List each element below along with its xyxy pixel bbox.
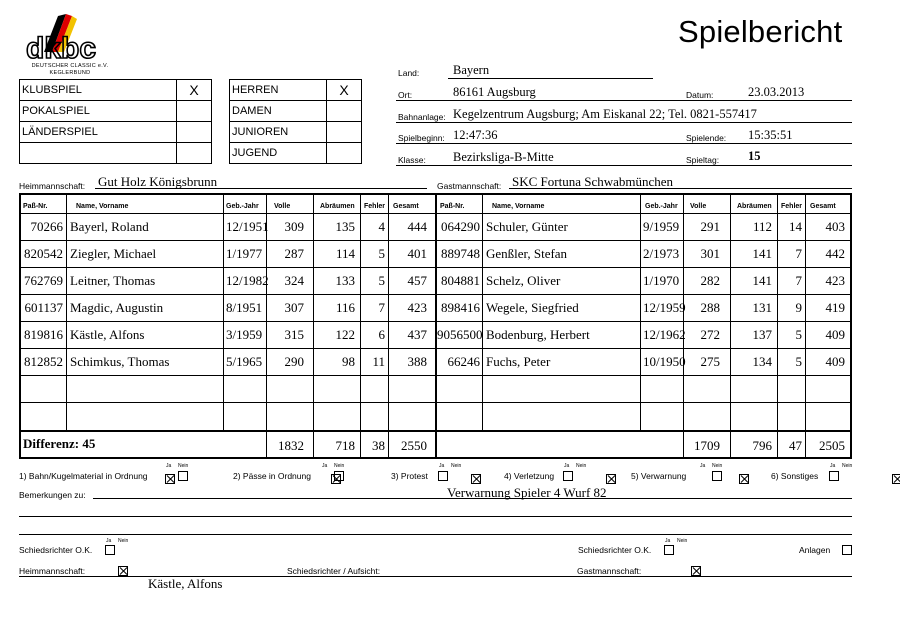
ort-value: 86161 Augsburg	[453, 85, 536, 99]
ort-label: Ort:	[398, 90, 413, 100]
col-header-gesamt: Gesamt	[393, 203, 419, 210]
guest-player-fehler: 5	[795, 354, 802, 369]
col-header-volle: Volle	[274, 203, 291, 210]
logo-letters: dkbc	[26, 32, 97, 64]
check-nein-checkbox[interactable]	[606, 474, 616, 484]
check-nein-checkbox[interactable]	[178, 471, 188, 481]
bahnanlage-label: Bahnanlage:	[398, 112, 446, 122]
home-player-pass: 601137	[24, 300, 63, 315]
check-label: 5) Verwarnung	[631, 471, 687, 481]
home-player-abr: 133	[335, 273, 355, 288]
home-player-volle: 315	[284, 327, 304, 342]
home-player-geb: 3/1959	[226, 327, 263, 342]
home-player-geb: 12/1982	[226, 273, 269, 288]
category-label: JUNIOREN	[230, 122, 327, 143]
bahnanlage-value: Kegelzentrum Augsburg; Am Eiskanal 22; Tel. 0821-557417	[453, 107, 757, 121]
home-player-pass: 762769	[24, 273, 63, 288]
match-type-mark[interactable]	[177, 143, 212, 164]
home-team-line	[95, 188, 427, 189]
check-ja-label: Ja	[439, 463, 445, 469]
referee-left-ja-label: Ja	[106, 538, 112, 544]
remarks-text: Verwarnung Spieler 4 Wurf 82	[447, 485, 607, 500]
logo-graphic	[22, 14, 118, 64]
remarks-label: Bemerkungen zu:	[19, 490, 86, 500]
guest-player-gesamt: 442	[825, 246, 845, 261]
guest-player-gesamt: 423	[825, 273, 845, 288]
check-label: 6) Sonstiges	[771, 471, 819, 481]
home-player-abr: 135	[335, 219, 355, 234]
grid-col-line	[388, 194, 389, 458]
home-player-volle: 307	[284, 300, 304, 315]
category-table	[229, 79, 362, 164]
check-ja-label: Ja	[564, 463, 570, 469]
guest-team-line	[509, 188, 852, 189]
home-player-volle: 324	[284, 273, 304, 288]
referee-right-ja-label: Ja	[665, 538, 671, 544]
guest-team-name: SKC Fortuna Schwabmünchen	[512, 174, 674, 189]
anlagen-checkbox[interactable]	[842, 545, 852, 555]
home-total-fehler: 38	[372, 438, 385, 453]
sign-guest-label: Gastmannschaft:	[577, 566, 642, 576]
guest-player-pass: 064290	[441, 219, 480, 234]
guest-player-pass: 66246	[447, 354, 480, 369]
home-player-gesamt: 444	[407, 219, 427, 234]
home-player-geb: 1/1977	[226, 246, 263, 261]
beginn-line	[396, 143, 852, 144]
grid-col-line	[66, 194, 67, 430]
guest-total-abr: 796	[752, 438, 772, 453]
home-player-volle: 309	[284, 219, 304, 234]
guest-player-abr: 141	[752, 246, 772, 261]
guest-player-abr: 141	[752, 273, 772, 288]
guest-player-geb: 10/1950	[643, 354, 686, 369]
check-nein-checkbox[interactable]	[334, 471, 344, 481]
check-nein-checkbox[interactable]	[712, 471, 722, 481]
home-player-fehler: 5	[378, 273, 385, 288]
home-player-abr: 98	[342, 354, 355, 369]
guest-player-pass: 804881	[441, 273, 480, 288]
match-type-label: POKALSPIEL	[20, 101, 177, 122]
check-ja-label: Ja	[166, 463, 172, 469]
guest-player-abr: 131	[752, 300, 772, 315]
col-header-name: Name, Vorname	[76, 203, 129, 210]
col-header-abr: Abräumen	[320, 203, 355, 210]
referee-left-nein-checkbox[interactable]	[118, 566, 128, 576]
check-ja-checkbox[interactable]	[829, 471, 839, 481]
match-type-table	[19, 79, 212, 164]
guest-player-abr: 137	[752, 327, 772, 342]
grid-col-line	[223, 194, 224, 430]
col-header-abr: Abräumen	[737, 203, 772, 210]
guest-player-volle: 301	[700, 246, 720, 261]
referee-right-nein-label: Nein	[677, 538, 688, 544]
match-type-label: KLUBSPIEL	[20, 80, 177, 101]
remarks-line-1	[93, 498, 852, 499]
check-nein-checkbox[interactable]	[892, 474, 900, 484]
home-player-fehler: 7	[378, 300, 385, 315]
guest-team-label: Gastmannschaft:	[437, 181, 502, 191]
match-type-mark[interactable]	[177, 101, 212, 122]
guest-player-fehler: 14	[789, 219, 802, 234]
category-mark[interactable]: X	[327, 80, 362, 101]
guest-player-geb: 12/1959	[643, 300, 686, 315]
category-label: HERREN	[230, 80, 327, 101]
check-nein-label: Nein	[451, 463, 462, 469]
datum-label: Datum:	[686, 90, 714, 100]
home-player-fehler: 11	[372, 354, 385, 369]
home-player-name: Leitner, Thomas	[70, 273, 156, 288]
guest-total-fehler: 47	[789, 438, 802, 453]
check-ja-checkbox[interactable]	[165, 474, 175, 484]
grid-col-line	[313, 194, 314, 458]
home-player-gesamt: 423	[407, 300, 427, 315]
guest-player-volle: 291	[700, 219, 720, 234]
check-ja-checkbox[interactable]	[563, 471, 573, 481]
category-label: JUGEND	[230, 143, 327, 164]
home-player-fehler: 6	[378, 327, 385, 342]
guest-player-pass: 889748	[441, 246, 480, 261]
remarks-line-3	[19, 534, 852, 535]
check-ja-label: Ja	[830, 463, 836, 469]
home-player-fehler: 5	[378, 246, 385, 261]
match-type-mark[interactable]	[177, 122, 212, 143]
guest-player-fehler: 9	[795, 300, 802, 315]
col-header-pass: Paß-Nr.	[440, 203, 465, 210]
land-label: Land:	[398, 68, 420, 78]
guest-player-volle: 282	[700, 273, 720, 288]
check-ja-label: Ja	[322, 463, 328, 469]
check-nein-label: Nein	[712, 463, 723, 469]
guest-player-fehler: 7	[795, 246, 802, 261]
guest-player-pass: 898416	[441, 300, 480, 315]
page-title: Spielbericht	[678, 14, 843, 49]
home-player-gesamt: 437	[407, 327, 427, 342]
referee-right-ja-checkbox[interactable]	[664, 545, 674, 555]
dkbc-logo	[22, 14, 118, 78]
spieltag-label: Spieltag:	[686, 155, 720, 165]
ort-line	[396, 100, 852, 101]
guest-player-volle: 272	[700, 327, 720, 342]
klasse-value: Bezirksliga-B-Mitte	[453, 150, 554, 164]
referee-right-nein-checkbox[interactable]	[691, 566, 701, 576]
home-player-pass: 820542	[24, 246, 63, 261]
klasse-label: Klasse:	[398, 155, 426, 165]
col-header-geb: Geb.-Jahr	[226, 203, 259, 210]
check-label: 1) Bahn/Kugelmaterial in Ordnung	[19, 471, 148, 481]
beginn-value: 12:47:36	[453, 128, 498, 142]
home-player-geb: 8/1951	[226, 300, 263, 315]
guest-player-geb: 12/1962	[643, 327, 686, 342]
home-total-abr: 718	[335, 438, 355, 453]
check-nein-label: Nein	[842, 463, 853, 469]
grid-col-line	[730, 194, 731, 458]
klasse-line	[396, 165, 852, 166]
match-type-label: LÄNDERSPIEL	[20, 122, 177, 143]
guest-player-name: Genßler, Stefan	[486, 246, 568, 261]
sign-home-name: Kästle, Alfons	[148, 576, 223, 591]
home-player-abr: 116	[335, 300, 355, 315]
referee-left-nein-label: Nein	[118, 538, 129, 544]
sign-referee-label: Schiedsrichter / Aufsicht:	[287, 566, 381, 576]
match-type-label	[20, 143, 177, 164]
home-player-geb: 12/1951	[226, 219, 269, 234]
check-label: 4) Verletzung	[504, 471, 555, 481]
guest-player-fehler: 5	[795, 327, 802, 342]
guest-player-name: Schelz, Oliver	[486, 273, 561, 288]
guest-player-gesamt: 409	[825, 327, 845, 342]
home-player-volle: 287	[284, 246, 304, 261]
guest-player-pass: 9056500	[437, 327, 483, 342]
check-nein-label: Nein	[576, 463, 587, 469]
home-player-pass: 812852	[24, 354, 63, 369]
col-header-gesamt: Gesamt	[810, 203, 836, 210]
home-player-abr: 122	[335, 327, 355, 342]
land-value: Bayern	[453, 63, 490, 77]
beginn-label: Spielbeginn:	[398, 133, 445, 143]
logo-line2: KEGLERBUND	[49, 70, 91, 76]
category-label: DAMEN	[230, 101, 327, 122]
home-player-fehler: 4	[378, 219, 385, 234]
ende-value: 15:35:51	[748, 128, 793, 142]
guest-player-name: Wegele, Siegfried	[486, 300, 579, 315]
sign-home-label: Heimmannschaft:	[19, 566, 86, 576]
match-type-mark[interactable]: X	[177, 80, 212, 101]
col-header-geb: Geb.-Jahr	[645, 203, 678, 210]
remarks-line-2	[19, 516, 852, 517]
guest-player-name: Fuchs, Peter	[486, 354, 551, 369]
referee-ok-right-label: Schiedsrichter O.K.	[578, 545, 652, 555]
difference-label: Differenz: 45	[23, 436, 96, 451]
check-nein-label: Nein	[178, 463, 189, 469]
bahnanlage-line	[396, 122, 852, 123]
guest-player-abr: 112	[752, 219, 772, 234]
guest-player-gesamt: 419	[825, 300, 845, 315]
datum-value: 23.03.2013	[748, 85, 805, 99]
ende-label: Spielende:	[686, 133, 727, 143]
check-ja-checkbox[interactable]	[739, 474, 749, 484]
guest-player-volle: 288	[700, 300, 720, 315]
check-nein-checkbox[interactable]	[471, 474, 481, 484]
sign-line	[19, 576, 852, 577]
home-total-gesamt: 2550	[401, 438, 427, 453]
col-header-name: Name, Vorname	[492, 203, 545, 210]
guest-player-name: Schuler, Günter	[486, 219, 568, 234]
spieltag-value: 15	[748, 149, 761, 163]
category-mark[interactable]	[327, 101, 362, 122]
home-player-name: Ziegler, Michael	[70, 246, 157, 261]
check-nein-label: Nein	[334, 463, 345, 469]
guest-player-name: Bodenburg, Herbert	[486, 327, 590, 342]
guest-player-volle: 275	[700, 354, 720, 369]
grid-col-line	[805, 194, 806, 458]
home-player-name: Bayerl, Roland	[70, 219, 149, 234]
home-player-name: Magdic, Augustin	[70, 300, 164, 315]
home-team-label: Heimmannschaft:	[19, 181, 86, 191]
logo-line1: DEUTSCHER CLASSIC e.V.	[31, 63, 109, 69]
referee-ok-left-label: Schiedsrichter O.K.	[19, 545, 93, 555]
col-header-volle: Volle	[690, 203, 707, 210]
check-ja-label: Ja	[700, 463, 706, 469]
home-player-gesamt: 388	[407, 354, 427, 369]
guest-player-abr: 134	[752, 354, 772, 369]
col-header-fehler: Fehler	[781, 203, 803, 210]
guest-player-geb: 9/1959	[643, 219, 680, 234]
guest-player-fehler: 7	[795, 273, 802, 288]
category-mark[interactable]	[327, 122, 362, 143]
home-player-name: Schimkus, Thomas	[70, 354, 170, 369]
guest-total-gesamt: 2505	[819, 438, 845, 453]
home-player-pass: 70266	[30, 219, 63, 234]
home-player-volle: 290	[284, 354, 304, 369]
category-mark[interactable]	[327, 143, 362, 164]
anlagen-label: Anlagen	[799, 545, 831, 555]
guest-player-geb: 2/1973	[643, 246, 680, 261]
grid-col-line	[482, 194, 483, 430]
col-header-pass: Paß-Nr.	[23, 203, 48, 210]
check-label: 2) Pässe in Ordnung	[233, 471, 311, 481]
guest-total-volle: 1709	[694, 438, 720, 453]
check-ja-checkbox[interactable]	[438, 471, 448, 481]
home-player-geb: 5/1965	[226, 354, 263, 369]
home-total-volle: 1832	[278, 438, 304, 453]
home-player-abr: 114	[335, 246, 355, 261]
home-player-name: Kästle, Alfons	[70, 327, 145, 342]
land-line	[448, 78, 653, 79]
home-player-pass: 819816	[24, 327, 63, 342]
referee-left-ja-checkbox[interactable]	[105, 545, 115, 555]
grid-col-line	[640, 194, 641, 430]
col-header-fehler: Fehler	[364, 203, 386, 210]
home-player-gesamt: 401	[407, 246, 427, 261]
check-label: 3) Protest	[391, 471, 428, 481]
home-team-name: Gut Holz Königsbrunn	[98, 174, 218, 189]
home-player-gesamt: 457	[407, 273, 427, 288]
guest-player-gesamt: 409	[825, 354, 845, 369]
guest-player-geb: 1/1970	[643, 273, 680, 288]
guest-player-gesamt: 403	[825, 219, 845, 234]
